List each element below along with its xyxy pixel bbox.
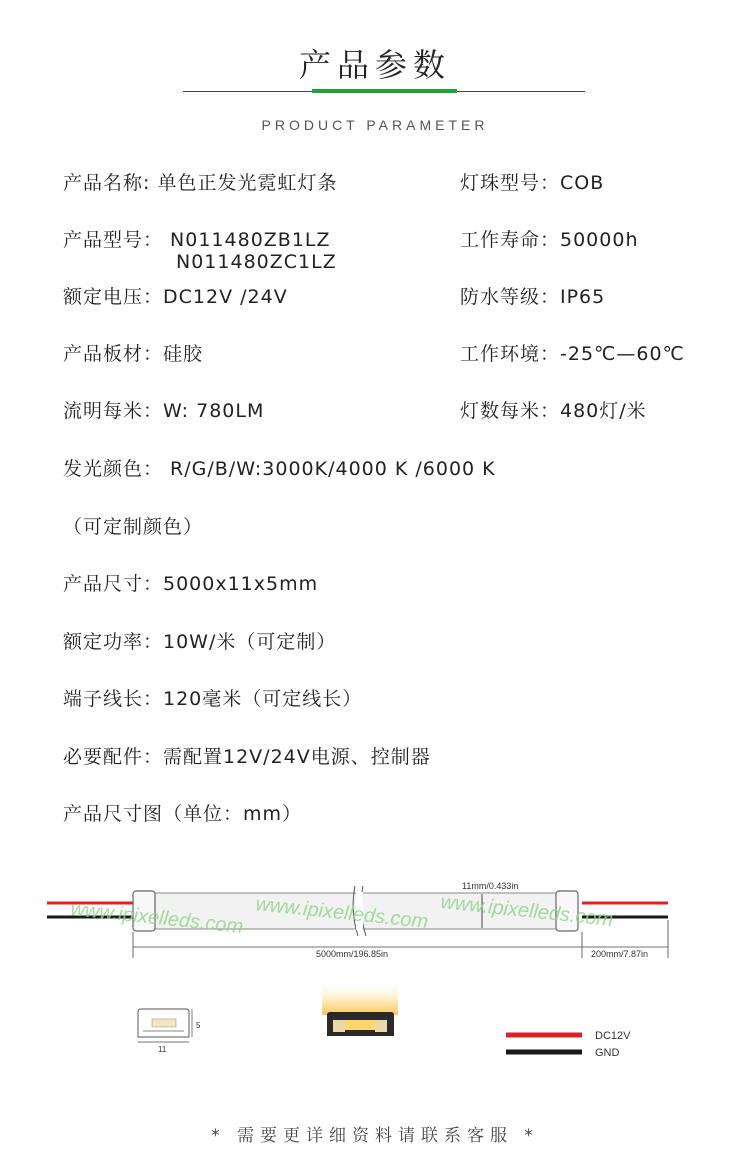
page-title: 产品参数: [298, 46, 451, 84]
param-leds-per-meter: 灯数每米：480灯/米: [460, 400, 647, 422]
legend-dc-label: DC12V: [595, 1030, 631, 1042]
param-accessory: 必要配件：需配置12V/24V电源、控制器: [63, 746, 431, 768]
param-model-second: N011480ZC1LZ: [176, 251, 337, 273]
height-dim-label: 11mm/0.433in: [462, 881, 519, 891]
param-wire-length: 端子线长：120毫米（可定线长）: [63, 688, 363, 710]
param-color: 发光颜色： R/G/B/W:3000K/4000 K /6000 K: [63, 458, 496, 480]
param-custom-color: （可定制颜色）: [63, 516, 204, 538]
param-life: 工作寿命：50000h: [460, 229, 639, 251]
glow-wall-right: [375, 1020, 387, 1032]
param-product-name: 产品名称: 单色正发光霓虹灯条: [63, 172, 338, 194]
param-environment: 工作环境：-25℃—60℃: [460, 343, 685, 365]
legend-gnd-label: GND: [595, 1047, 620, 1059]
page-subtitle: PRODUCT PARAMETER: [261, 117, 489, 133]
watermark-3: www.ipixelleds.com: [439, 891, 615, 932]
param-lumen: 流明每米：W: 780LM: [63, 400, 265, 422]
title-accent-bar: [312, 89, 457, 93]
cross-height-label: 5: [196, 1021, 201, 1030]
param-model: 产品型号： N011480ZB1LZ: [63, 229, 331, 251]
param-board: 产品板材：硅胶: [63, 343, 204, 365]
cross-section-led: [152, 1019, 176, 1027]
param-power: 额定功率：10W/米（可定制）: [63, 631, 337, 653]
footer-contact-note: * 需要更详细资料请联系客服 *: [211, 1126, 539, 1146]
watermark-2: www.ipixelleds.com: [254, 893, 430, 934]
cross-width-label: 11: [158, 1045, 167, 1054]
param-voltage: 额定电压：DC12V /24V: [63, 286, 288, 308]
lead-dim-label: 200mm/7.87in: [591, 949, 649, 959]
dimension-diagram: [0, 870, 750, 1100]
param-diagram-title: 产品尺寸图（单位：mm）: [63, 803, 303, 825]
glow-led-chip: [345, 1020, 375, 1030]
param-ip-rating: 防水等级：IP65: [460, 286, 606, 308]
param-bead-model: 灯珠型号：COB: [460, 172, 605, 194]
param-size: 产品尺寸：5000x11x5mm: [63, 573, 319, 595]
glow-wall-left: [333, 1020, 345, 1032]
length-dim-label: 5000mm/196.85in: [316, 949, 389, 959]
watermark-1: www.ipixelleds.com: [69, 898, 245, 939]
glow-beam: [322, 985, 398, 1015]
